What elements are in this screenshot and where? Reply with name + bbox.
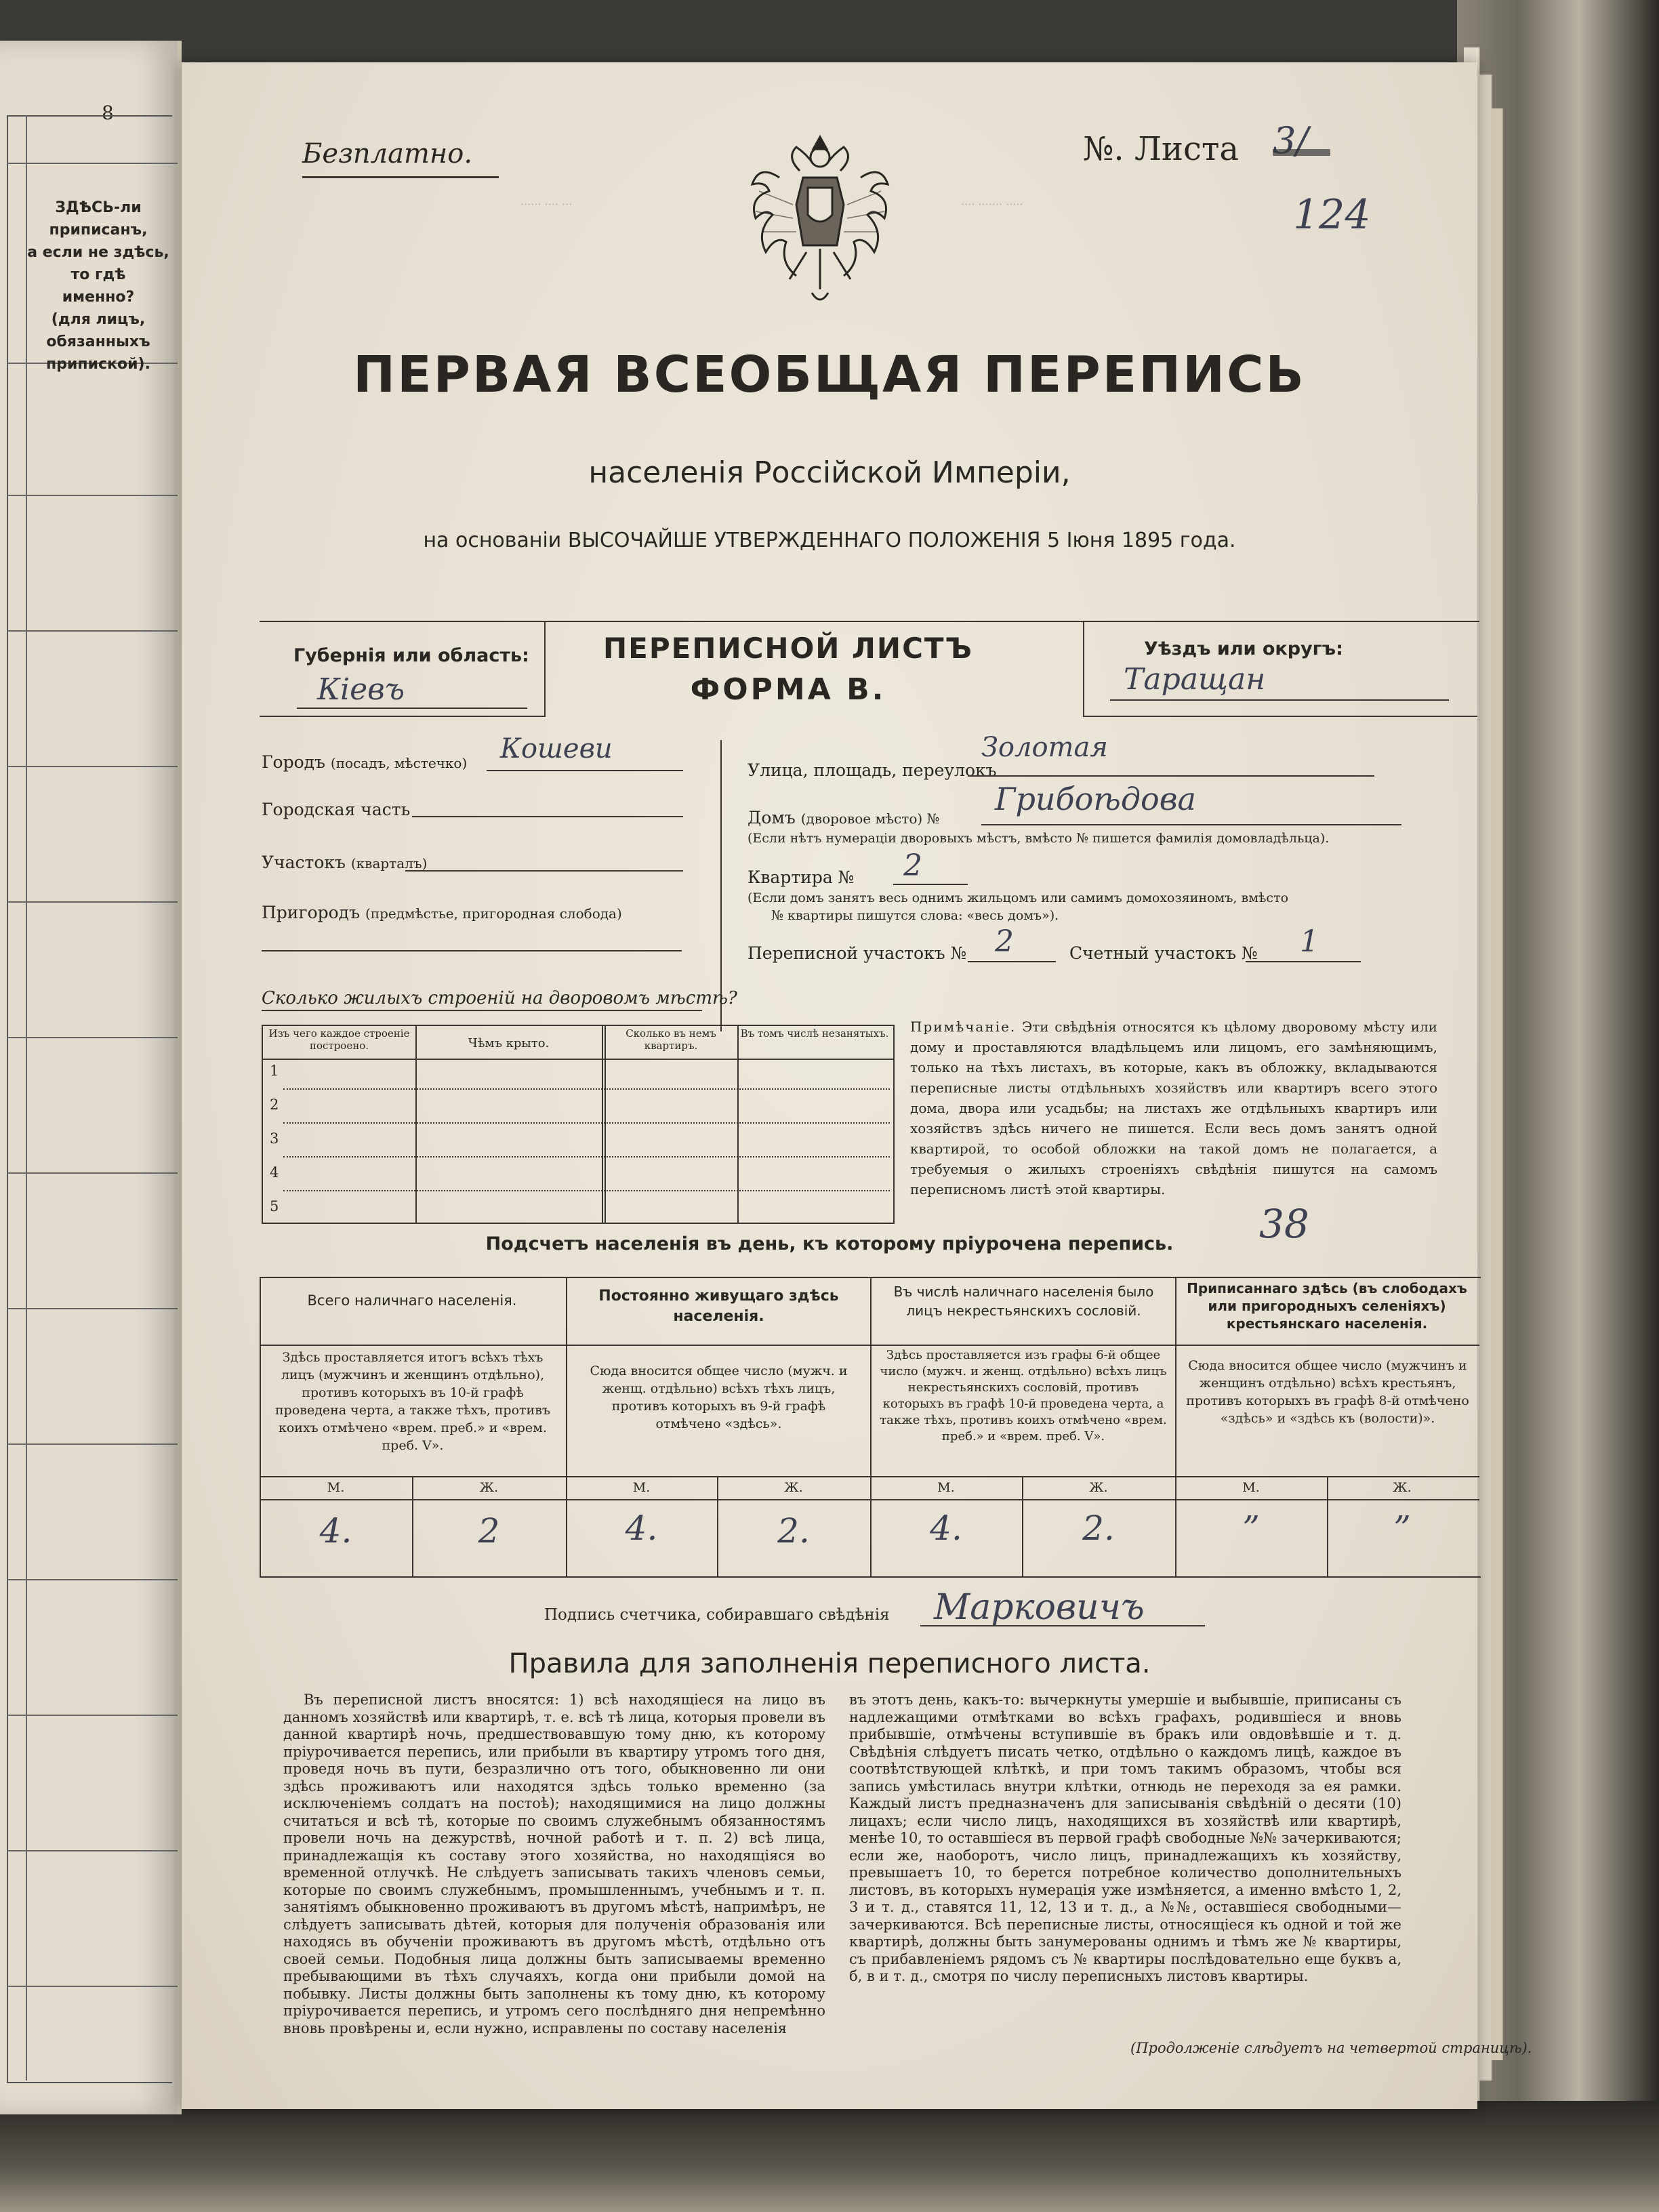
count-title: Подсчетъ населенія въ день, къ которому пріурочена перепись. [485,1233,1174,1254]
male-label: М. [937,1480,955,1495]
count-col-head-total: Всего наличнаго населенія. [307,1292,517,1309]
count-permanent-female: 2. [777,1511,810,1551]
street-value: Золотая [981,732,1108,763]
left-page-frame [7,115,172,2083]
buildings-question: Сколько жилыхъ строеній на дворовомъ мѣстѣ? [262,988,737,1008]
buildings-note [910,1017,1437,1200]
flat-note-continued: № квартиры пишутся слова: «весь домъ»). [771,908,1059,923]
left-header-line: именно? [62,289,135,306]
page-stack [1491,108,1503,2060]
census-section-label: Переписной участокъ № [747,943,967,963]
left-header-line: припиской). [46,356,150,373]
left-header-line: а если не здѣсь, то гдѣ [27,244,169,283]
sheet-number-label: №. Листа [1083,130,1240,168]
house-note: (Если нѣтъ нумераціи дворовыхъ мѣстъ, вмѣсто № пишется фамилія домовладѣльца). [747,831,1330,846]
buildings-col-flats: Сколько въ немъ квартиръ. [626,1027,716,1052]
buildings-col-material: Изъ чего каждое строеніе построено. [268,1027,410,1052]
background-bottom [0,2101,1659,2212]
buildings-row-number: 2 [270,1097,279,1113]
flat-value: 2 [903,848,922,883]
city-label: Городъ (посадъ, мѣстечко) [262,752,468,772]
buildings-note-title: Примѣчаніе. [910,1019,1017,1035]
double-headed-eagle-icon [732,130,908,320]
left-page-header [20,197,176,375]
buildings-table [262,1025,895,1224]
handwritten-total: 38 [1259,1201,1309,1247]
page-stack [1479,75,1492,2081]
left-header-line: (для лицъ, обязанныхъ [46,311,150,350]
city-part-label: Городская часть [262,800,411,819]
district-label: Уѣздъ или округъ: [1144,638,1343,659]
buildings-row-number: 1 [270,1063,279,1079]
left-page-row-line [7,163,178,164]
suburb-label: Пригородъ (предмѣстье, пригородная слобода) [262,903,622,922]
buildings-row-number: 3 [270,1130,279,1147]
male-label: М. [1242,1480,1260,1495]
house-label: Домъ (дворовое мѣсто) № [747,808,940,827]
buildings-row-number: 4 [270,1164,279,1181]
count-non-peasant-female: 2. [1082,1509,1115,1548]
female-label: Ж. [784,1480,803,1495]
count-peasant-female: ” [1393,1509,1411,1548]
count-total-female: 2 [478,1511,500,1551]
count-permanent-male: 4. [625,1509,658,1548]
count-non-peasant-male: 4. [930,1509,962,1548]
sheet-number-correction: 124 [1293,191,1371,239]
left-page-column-line [26,115,27,2081]
female-label: Ж. [479,1480,499,1495]
male-label: М. [632,1480,651,1495]
signature-value: Марковичъ [934,1587,1145,1628]
count-section-value: 1 [1300,924,1319,959]
female-label: Ж. [1089,1480,1108,1495]
census-subtitle: населенія Россійской Имперіи, [588,455,1071,490]
female-label: Ж. [1393,1480,1412,1495]
rules-right-column: въ этотъ день, какъ-то: вычеркнуты умершіе и выбывшіе, приписаны съ надлежащими отмѣтками во всѣхъ графахъ, родившіеся и вновь прибывшіе, отмѣчены вступившіе въ бракъ или овдовѣвшіе и т. д. Свѣдѣнія слѣдуетъ писать четко, отдѣльно о каждомъ лицѣ, каждое въ соотвѣтствующей клѣткѣ, и при томъ такимъ образомъ, чтобы вся запись умѣстилась внутри клѣтки, отнюдь не переходя за ея рамки. Каждый листъ предназначенъ для записыванія свѣдѣній о десяти (10) лицахъ; если число лицъ, находящихся въ хозяйствѣ или квартирѣ, менѣе 10, то оставшіеся въ первой графѣ свободные №№ зачеркиваются; если же, наоборотъ, число лицъ, принадлежащихъ къ хозяйству, превышаетъ 10, то берется потребное количество дополнительныхъ листовъ, въ которыхъ нумерація уже измѣняется, а именно вмѣсто 1, 2, 3 и т. д., ставятся 11, 12, 13 и т. д., а №№, оставшіеся свободными—зачеркиваются. Всѣ переписные листы, относящіеся къ одной и той же квартирѣ, должны быть занумерованы однимъ и тѣмъ же № квартиры, съ прибавленіемъ рядомъ съ № квартиры послѣдовательно еще буквъ а, б, в и т. д., смотря по числу переписныхъ листовъ квартиры. [849,1692,1401,1984]
rules-title: Правила для заполненія переписного листа. [508,1648,1151,1679]
census-section-value: 2 [995,924,1014,959]
rules-continued: (Продолженіе слѣдуетъ на четвертой страницѣ). [1130,2040,1532,2056]
free-label: Безплатно. [302,138,473,169]
count-section-label: Счетный участокъ № [1069,943,1258,963]
count-col-desc-total: Здѣсь проставляется итогъ всѣхъ тѣхъ лицъ (мужчинъ и женщинъ отдѣльно), противъ которыхъ въ 10-й графѣ проведена черта, а также тѣхъ, противъ коихъ отмѣчено «врем. преб.» и «врем. преб. V». [275,1350,550,1453]
buildings-row-number: 5 [270,1198,279,1214]
form-title: ФОРМА В. [690,672,886,707]
census-sheet: Безплатно. №. Листа 3/ 124 ······ ···· ··· ···· ······· ····· ПЕРВАЯ ВСЕОБЩАЯ ПЕРЕПИСЬ населенія Россійской Имперіи, на основаніи ВЫСОЧАЙШЕ УТВЕРЖДЕННАГО ПОЛОЖЕНІЯ 5 Іюня 1895 года. Губернія или область: Кіевъ ПЕРЕПИСНОЙ ЛИСТЪ ФОРМА В. Уѣздъ или округъ: Таращан Городъ (посадъ, мѣстечко) Кошеви Городская часть Участокъ (кварталъ) Пригородъ (предмѣстье, пригородная слобода) Улица, площадь, переулокъ Золотая Домъ (дворовое мѣсто) № Грибоѣдова (Если нѣтъ нумераціи дворовыхъ мѣстъ, вмѣсто № пишется фамилія домовладѣльца). Квартира № 2 (Если домъ занятъ весь однимъ жильцомъ или самимъ домохозяиномъ, вмѣсто № квартиры пишутся слова: «весь домъ»). Переписной участокъ № 2 Счетный участокъ № 1 Сколько жилыхъ строеній на дворовомъ мѣстѣ? Изъ чего каждое строеніе построено. Чѣмъ крыто. Сколько въ немъ квартиръ. Въ томъ числѣ незанятыхъ. 1 2 3 4 5 Примѣчаніе. Эти свѣдѣнія относятся къ цѣлому дворовому мѣсту или дому и проставляются владѣльцемъ или лицомъ, его замѣняющимъ, только на тѣхъ листахъ, въ которые, какъ въ обложку, вкладываются переписные листы отдѣльныхъ хозяйствъ или квартиръ всего этого дома, двора или усадьбы; на листахъ же отдѣльныхъ квартиръ или хозяйствъ здѣсь ничего не пишется. Если весь домъ занятъ одной квартирой, то особой обложки на такой домъ не полагается, а требуемыя о жилыхъ строеніяхъ свѣдѣнія пишутся на самомъ переписномъ листѣ этой квартиры. 38 Подсчетъ населенія въ день, къ которому пріурочена перепись. Всего наличнаго населенія. Постоянно живущаго здѣсь населенія. Въ числѣ наличнаго населенія было лицъ некрестьянскихъ сословій. Приписаннаго здѣсь (въ слободахъ или пригородныхъ селеніяхъ) крестьянскаго населенія. Здѣсь проставляется итогъ всѣхъ тѣхъ лицъ (мужчинъ и женщинъ отдѣльно), противъ которыхъ въ 10-й графѣ проведена черта, а также тѣхъ, противъ коихъ отмѣчено «врем. преб.» и «врем. преб. V». Сюда вносится общее число (мужч. и женщ. отдѣльно) всѣхъ тѣхъ лицъ, противъ которыхъ въ 9-й графѣ отмѣчено «здѣсь». Здѣсь проставляется изъ графы 6-й общее число (мужч. и женщ. отдѣльно) всѣхъ лицъ некрестьянскихъ сословій, противъ которыхъ въ графѣ 10-й проведена черта, а также тѣхъ, противъ коихъ отмѣчено «врем. преб.» и «врем. преб. V». Сюда вносится общее число (мужчинъ и женщинъ отдѣльно) всѣхъ крестьянъ, противъ которыхъ въ графѣ 8-й отмѣчено «здѣсь» и «здѣсь къ (волости)». М. Ж. М. Ж. М. Ж. М. Ж. 4. 2 4. 2. 4. 2. ” ” Подпись счетчика, собиравшаго свѣдѣнія Марковичъ Правила для заполненія переписного листа. Въ переписной листъ вносятся: 1) всѣ находящіеся на лицо въ данномъ хозяйствѣ или квартирѣ, т. е. всѣ тѣ лица, которыя провели въ данной квартирѣ ночь, предшествовавшую тому дню, къ которому пріурочивается перепись, или прибыли въ квартиру утромъ того дня, проведя ночь въ пути, безразлично отъ того, обыкновенно ли они здѣсь проживаютъ или находятся здѣсь только временно (за исключеніемъ солдатъ на постоѣ); находящимися на лицо должны считаться и всѣ тѣ, которые по своимъ служебнымъ обязанностямъ провели ночь на дежурствѣ, ночной работѣ и т. п. 2) всѣ лица, принадлежащія къ составу этого хозяйства, но находящіяся во временной отлучкѣ. Не слѣдуетъ записывать такихъ членовъ семьи, которые по своимъ служебнымъ, промышленнымъ, учебнымъ и т. п. занятіямъ обыкновенно проживаютъ въ другомъ мѣстѣ, напримѣръ, не слѣдуетъ записывать дѣтей, которыя для полученія образованія или находясь въ обученіи проживаютъ въ другомъ мѣстѣ, отдѣльно отъ своей семьи. Подобныя лица должны быть записываемы временно пребывающими въ тѣхъ случаяхъ, когда они прибыли домой на побывку. Листы должны быть заполнены къ тому дню, къ которому пріурочивается перепись, и утромъ сего послѣдняго дня непремѣнно вновь провѣрены и, если нужно, исправлены по составу населенія въ этотъ день, какъ-то: вычеркнуты умершіе и выбывшіе, приписаны съ надлежащими отмѣтками во всѣхъ графахъ, родившіеся и вновь прибывшіе, отмѣчены вступившіе въ бракъ или овдовѣвшіе и т. д. Свѣдѣнія слѣдуетъ писать четко, отдѣльно о каждомъ лицѣ, каждое въ соотвѣтствующей клѣткѣ, и при томъ такимъ образомъ, чтобы вся запись умѣстилась внутри клѣтки, отнюдь не переходя за ея рамки. Каждый листъ предназначенъ для записыванія свѣдѣній о десяти (10) лицахъ; если число лицъ, находящихся въ хозяйствѣ или квартирѣ, менѣе 10, то оставшіеся въ первой графѣ свободные №№ зачеркиваются; если же, наоборотъ, число лицъ, принадлежащихъ къ хозяйству, превышаетъ 10, то берется потребное количество дополнительныхъ листовъ, въ которыхъ нумерація уже измѣняется, а именно вмѣсто 1, 2, 3 и т. д., ставятся 11, 12, 13 и т. д., а №№, оставшіеся свободными—зачеркиваются. Всѣ переписные листы, относящіеся къ одной и той же квартирѣ, должны быть занумерованы однимъ и тѣмъ же № квартиры, съ прибавленіемъ рядомъ съ № квартиры послѣдовательно еще буквъ а, б, в и т. д., смотря по числу переписныхъ листовъ квартиры. (Продолженіе слѣдуетъ на четвертой страницѣ). [182,62,1477,2109]
count-col-desc-peasant: Сюда вносится общее число (мужчинъ и женщинъ отдѣльно) всѣхъ крестьянъ, противъ которыхъ въ графѣ 8-й отмѣчено «здѣсь» и «здѣсь къ (волости)». [1186,1358,1469,1426]
flat-label: Квартира № [747,867,855,887]
buildings-col-roof: Чѣмъ крыто. [468,1036,550,1050]
count-col-head-permanent: Постоянно живущаго здѣсь населенія. [598,1288,839,1325]
section-label: Участокъ (кварталъ) [262,853,428,872]
province-value: Кіевъ [317,672,405,707]
count-total-male: 4. [319,1511,352,1551]
left-page-number: 8 [102,102,114,124]
buildings-note-text: Эти свѣдѣнія относятся къ цѣлому дворовому мѣсту или дому и проставляются владѣльцемъ или лицомъ, его замѣняющимъ, только на тѣхъ листахъ, въ которые, какъ въ обложку, вкладываются переписные листы отдѣльныхъ хозяйствъ или квартиръ всего этого дома, двора или усадьбы; на листахъ же отдѣльныхъ квартиръ или хозяйствъ здѣсь ничего не пишется. Если весь домъ занятъ одной квартирой, то особой обложки на такой домъ не полагается, а требуемыя о жилыхъ строеніяхъ свѣдѣнія пишутся на самомъ переписномъ листѣ этой квартиры. [910,1019,1438,1197]
district-value: Таращан [1124,662,1266,697]
signature-label: Подпись счетчика, собиравшаго свѣдѣнія [544,1606,890,1624]
count-col-head-non-peasant: Въ числѣ наличнаго населенія было лицъ некрестьянскихъ сословій. [893,1284,1154,1319]
rules-left-column: Въ переписной листъ вносятся: 1) всѣ находящіеся на лицо въ данномъ хозяйствѣ или квартирѣ, т. е. всѣ тѣ лица, которыя провели въ данной квартирѣ ночь, предшествовавшую тому дню, къ которому пріурочивается перепись, или прибыли въ квартиру утромъ того дня, проведя ночь въ пути, безразлично отъ того, обыкновенно ли они здѣсь проживаютъ или находятся здѣсь только временно (за исключеніемъ солдатъ на постоѣ); находящимися на лицо должны считаться и всѣ тѣ, которые по своимъ служебнымъ обязанностямъ провели ночь на дежурствѣ, ночной работѣ и т. п. 2) всѣ лица, принадлежащія къ составу этого хозяйства, но находящіяся во временной отлучкѣ. Не слѣдуетъ записывать такихъ членовъ семьи, которые по своимъ служебнымъ, промышленнымъ, учебнымъ и т. п. занятіямъ обыкновенно проживаютъ въ другомъ мѣстѣ, напримѣръ, не слѣдуетъ записывать дѣтей, которыя для полученія образованія или находясь въ обученіи проживаютъ въ другомъ мѣстѣ, отдѣльно отъ своей семьи. Подобныя лица должны быть записываемы временно пребывающими въ тѣхъ случаяхъ, когда они прибыли домой на побывку. Листы должны быть заполнены къ тому дню, къ которому пріурочивается перепись, и утромъ сего послѣдняго дня непремѣнно вновь провѣрены и, если нужно, исправлены по составу населенія [283,1692,825,2036]
sheet-title: ПЕРЕПИСНОЙ ЛИСТЪ [602,632,974,665]
buildings-col-vacant: Въ томъ числѣ незанятыхъ. [740,1027,889,1040]
city-value: Кошеви [500,733,613,764]
street-label: Улица, площадь, переулокъ [747,760,997,780]
census-basis: на основаніи ВЫСОЧАЙШЕ УТВЕРЖДЕННАГО ПОЛОЖЕНІЯ 5 Іюня 1895 года. [423,529,1236,552]
sheet-number-value: 3/ [1273,119,1309,162]
left-header-line: ЗДѢСЬ-ли приписанъ, [49,199,148,239]
left-facing-page [0,41,182,2114]
count-col-head-peasant: Приписаннаго здѣсь (въ слободахъ или пригородныхъ селеніяхъ) крестьянскаго населенія. [1187,1280,1467,1332]
count-col-desc-non-peasant: Здѣсь проставляется изъ графы 6-й общее число (мужч. и женщ. отдѣльно) всѣхъ лицъ некрестьянскихъ сословій, противъ которыхъ въ графѣ 10-й проведена черта, а также тѣхъ, противъ коихъ отмѣчено «врем. преб.» и «врем. преб. V». [880,1348,1167,1443]
count-peasant-male: ” [1242,1509,1260,1548]
census-main-title: ПЕРВАЯ ВСЕОБЩАЯ ПЕРЕПИСЬ [353,346,1306,404]
male-label: М. [327,1480,345,1495]
province-label: Губернія или область: [293,645,529,666]
flat-note: (Если домъ занятъ весь однимъ жильцомъ или самимъ домохозяиномъ, вмѣсто [747,890,1289,905]
house-value: Грибоѣдова [995,781,1196,817]
count-col-desc-permanent: Сюда вносится общее число (мужч. и женщ. отдѣльно) всѣхъ тѣхъ лицъ, противъ которыхъ въ 9-й графѣ отмѣчено «здѣсь». [590,1364,848,1431]
